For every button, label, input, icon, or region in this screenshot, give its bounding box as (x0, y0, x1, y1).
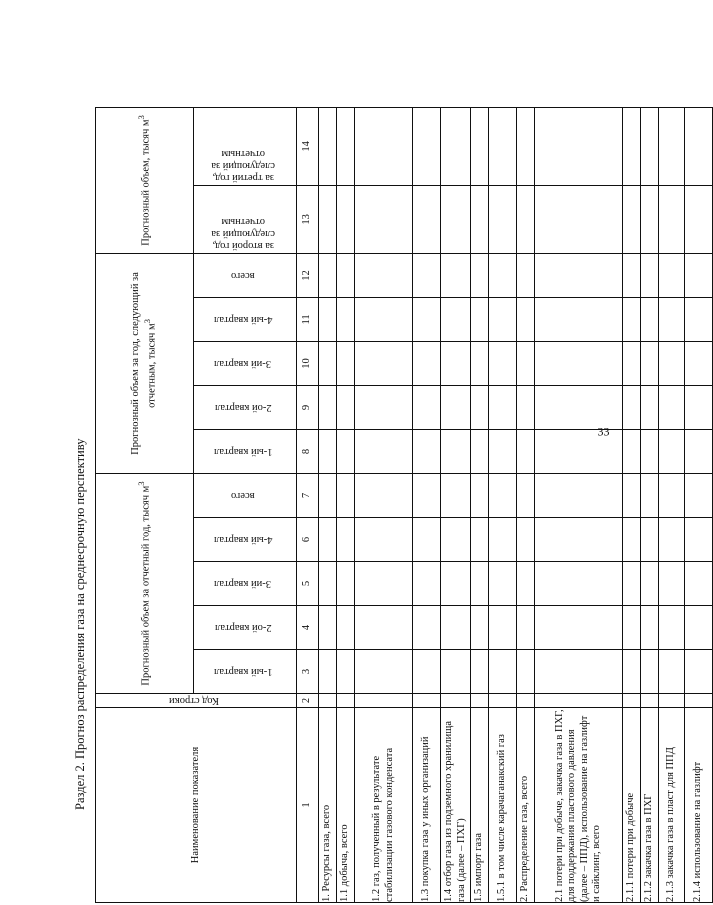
value-cell (659, 473, 685, 517)
value-cell (319, 185, 337, 253)
value-cell (641, 107, 659, 185)
row-label: 1.3 покупка газа у иных организаций (413, 708, 441, 903)
value-cell (413, 473, 441, 517)
header-q4-next: 4-ый квартал (194, 297, 297, 341)
value-cell (413, 650, 441, 694)
value-cell (517, 185, 535, 253)
value-cell (337, 297, 355, 341)
value-cell (413, 606, 441, 650)
value-cell (413, 562, 441, 606)
value-cell (355, 297, 413, 341)
header-q2: 2-ой квартал (194, 606, 297, 650)
value-cell (413, 297, 441, 341)
value-cell (337, 341, 355, 385)
value-cell (517, 341, 535, 385)
value-cell (685, 606, 713, 650)
value-cell (441, 473, 471, 517)
value-cell (659, 606, 685, 650)
value-cell (535, 185, 623, 253)
column-number-row (297, 107, 319, 902)
table-row (355, 107, 413, 902)
value-cell (337, 185, 355, 253)
header-total-next: всего (194, 253, 297, 297)
forecast-table (95, 107, 713, 903)
value-cell (319, 385, 337, 429)
value-cell (471, 297, 489, 341)
value-cell (441, 185, 471, 253)
value-cell (413, 429, 441, 473)
value-cell (355, 253, 413, 297)
value-cell (535, 297, 623, 341)
value-cell (517, 429, 535, 473)
row-label: 2.1.4 использование на газлифт (685, 708, 713, 903)
value-cell (535, 473, 623, 517)
value-cell (535, 429, 623, 473)
table-row (641, 107, 659, 902)
value-cell (659, 297, 685, 341)
value-cell (641, 518, 659, 562)
value-cell (441, 297, 471, 341)
value-cell (623, 297, 641, 341)
value-cell (471, 341, 489, 385)
value-cell (517, 385, 535, 429)
value-cell (441, 385, 471, 429)
value-cell (489, 429, 517, 473)
value-cell (355, 562, 413, 606)
row-code-cell (413, 694, 441, 708)
value-cell (659, 385, 685, 429)
value-cell (337, 385, 355, 429)
value-cell (489, 650, 517, 694)
column-number: 4 (297, 606, 319, 650)
value-cell (441, 253, 471, 297)
column-number: 8 (297, 429, 319, 473)
value-cell (441, 650, 471, 694)
row-label: 1.5.1 в том числе карачаганакский газ (489, 708, 517, 903)
value-cell (471, 606, 489, 650)
value-cell (623, 562, 641, 606)
header-q3: 3-ий квартал (194, 562, 297, 606)
value-cell (659, 518, 685, 562)
page-number: 33 (597, 424, 610, 439)
value-cell (489, 562, 517, 606)
value-cell (489, 185, 517, 253)
value-cell (489, 473, 517, 517)
value-cell (471, 107, 489, 185)
value-cell (535, 518, 623, 562)
value-cell (517, 473, 535, 517)
value-cell (337, 253, 355, 297)
value-cell (355, 518, 413, 562)
row-label: 1. Ресурсы газа, всего (319, 708, 337, 903)
row-code-cell (641, 694, 659, 708)
value-cell (641, 253, 659, 297)
value-cell (471, 385, 489, 429)
row-label: 2.1.3 закачка газа в пласт для ППД (659, 708, 685, 903)
row-code-cell (337, 694, 355, 708)
value-cell (535, 341, 623, 385)
value-cell (355, 429, 413, 473)
value-cell (471, 650, 489, 694)
value-cell (659, 650, 685, 694)
value-cell (413, 518, 441, 562)
value-cell (319, 473, 337, 517)
row-label: 1.2 газ, полученный в результате стабилизации газового конденсата (355, 708, 413, 903)
row-code-cell (535, 694, 623, 708)
header-group-next-year: Прогнозный объем за год, следующий за отчетным, тысяч $м^3$ (96, 253, 194, 473)
column-number: 9 (297, 385, 319, 429)
table-row (517, 107, 535, 902)
table-row (471, 107, 489, 902)
value-cell (535, 253, 623, 297)
table-row (413, 107, 441, 902)
value-cell (337, 473, 355, 517)
value-cell (337, 606, 355, 650)
value-cell (319, 562, 337, 606)
value-cell (535, 606, 623, 650)
value-cell (641, 562, 659, 606)
value-cell (641, 473, 659, 517)
row-code-cell (441, 694, 471, 708)
header-group-forecast: Прогнозный объем, тысяч $м^3$ (96, 107, 194, 253)
value-cell (355, 385, 413, 429)
column-number: 7 (297, 473, 319, 517)
value-cell (441, 562, 471, 606)
value-cell (319, 518, 337, 562)
value-cell (623, 429, 641, 473)
column-number: 6 (297, 518, 319, 562)
value-cell (337, 429, 355, 473)
column-number: 3 (297, 650, 319, 694)
value-cell (685, 107, 713, 185)
value-cell (413, 341, 441, 385)
value-cell (685, 518, 713, 562)
value-cell (659, 341, 685, 385)
value-cell (337, 518, 355, 562)
header-total: всего (194, 473, 297, 517)
value-cell (685, 341, 713, 385)
value-cell (659, 429, 685, 473)
value-cell (355, 650, 413, 694)
value-cell (471, 518, 489, 562)
value-cell (413, 185, 441, 253)
value-cell (623, 385, 641, 429)
header-group-reporting: Прогнозный объем за отчетный год, тысяч $м^3$ (96, 473, 194, 693)
value-cell (623, 473, 641, 517)
value-cell (623, 107, 641, 185)
value-cell (441, 518, 471, 562)
table-row (659, 107, 685, 902)
table-row (337, 107, 355, 902)
value-cell (685, 253, 713, 297)
value-cell (355, 185, 413, 253)
value-cell (517, 606, 535, 650)
row-label: 2. Распределение газа, всего (517, 708, 535, 903)
value-cell (641, 650, 659, 694)
row-label: 2.1.2 закачка газа в ПХГ (641, 708, 659, 903)
value-cell (471, 473, 489, 517)
value-cell (641, 606, 659, 650)
value-cell (535, 562, 623, 606)
value-cell (319, 297, 337, 341)
value-cell (623, 518, 641, 562)
row-label: 1.1 добыча, всего (337, 708, 355, 903)
table-row (623, 107, 641, 902)
row-code-cell (319, 694, 337, 708)
value-cell (685, 473, 713, 517)
value-cell (413, 107, 441, 185)
value-cell (517, 650, 535, 694)
value-cell (319, 650, 337, 694)
value-cell (489, 107, 517, 185)
column-number: 11 (297, 297, 319, 341)
value-cell (685, 429, 713, 473)
header-q2-next: 2-ой квартал (194, 385, 297, 429)
column-number: 14 (297, 107, 319, 185)
header-q1-next: 1-ый квартал (194, 429, 297, 473)
value-cell (355, 606, 413, 650)
header-q1: 1-ый квартал (194, 650, 297, 694)
row-code-cell (659, 694, 685, 708)
table-row (319, 107, 337, 902)
value-cell (489, 518, 517, 562)
value-cell (641, 385, 659, 429)
value-cell (623, 253, 641, 297)
value-cell (471, 253, 489, 297)
value-cell (685, 562, 713, 606)
row-code-cell (355, 694, 413, 708)
value-cell (659, 185, 685, 253)
header-q3-next: 3-ий квартал (194, 341, 297, 385)
table-row (685, 107, 713, 902)
table-body (319, 107, 713, 902)
table-row (441, 107, 471, 902)
column-number: 5 (297, 562, 319, 606)
value-cell (355, 473, 413, 517)
header-code: Код строки (96, 694, 297, 708)
value-cell (535, 107, 623, 185)
value-cell (623, 650, 641, 694)
value-cell (471, 185, 489, 253)
section-title: Раздел 2. Прогноз распределения газа на среднесрочную перспективу (73, 438, 87, 810)
value-cell (623, 606, 641, 650)
header-third-year: за третий год, следующий за отчетным (194, 107, 297, 185)
header-name: Наименование показателя (96, 708, 297, 903)
value-cell (685, 185, 713, 253)
row-label: 1.5 импорт газа (471, 708, 489, 903)
value-cell (355, 107, 413, 185)
value-cell (517, 518, 535, 562)
value-cell (441, 429, 471, 473)
value-cell (337, 562, 355, 606)
header-second-year: за второй год, следующий за отчетным (194, 185, 297, 253)
value-cell (517, 107, 535, 185)
row-code-cell (489, 694, 517, 708)
row-label: 2.1.1 потери при добыче (623, 708, 641, 903)
value-cell (489, 341, 517, 385)
value-cell (517, 562, 535, 606)
value-cell (517, 253, 535, 297)
value-cell (489, 385, 517, 429)
value-cell (641, 297, 659, 341)
value-cell (441, 341, 471, 385)
row-code-cell (623, 694, 641, 708)
value-cell (337, 650, 355, 694)
header-q4: 4-ый квартал (194, 518, 297, 562)
value-cell (517, 297, 535, 341)
column-number: 12 (297, 253, 319, 297)
value-cell (535, 650, 623, 694)
value-cell (659, 253, 685, 297)
row-code-cell (517, 694, 535, 708)
table-row (489, 107, 517, 902)
value-cell (641, 185, 659, 253)
value-cell (685, 297, 713, 341)
value-cell (319, 253, 337, 297)
value-cell (471, 429, 489, 473)
value-cell (623, 185, 641, 253)
value-cell (641, 341, 659, 385)
row-label: 2.1 потери при добыче, закачка газа в ПХГ, для поддержания пластового давления (далее – ППД), использование на газлифт и сайклинг, всего (535, 708, 623, 903)
value-cell (489, 297, 517, 341)
column-number: 1 (297, 708, 319, 903)
value-cell (489, 253, 517, 297)
value-cell (337, 107, 355, 185)
value-cell (319, 606, 337, 650)
value-cell (685, 385, 713, 429)
column-number: 13 (297, 185, 319, 253)
value-cell (623, 341, 641, 385)
value-cell (355, 341, 413, 385)
value-cell (471, 562, 489, 606)
value-cell (489, 606, 517, 650)
value-cell (319, 341, 337, 385)
column-number: 10 (297, 341, 319, 385)
value-cell (413, 253, 441, 297)
row-label: 1.4 отбор газа из подземного хранилища газа (далее – ПХГ) (441, 708, 471, 903)
row-code-cell (685, 694, 713, 708)
value-cell (319, 107, 337, 185)
value-cell (659, 562, 685, 606)
value-cell (441, 606, 471, 650)
value-cell (659, 107, 685, 185)
value-cell (441, 107, 471, 185)
value-cell (641, 429, 659, 473)
value-cell (685, 650, 713, 694)
value-cell (413, 385, 441, 429)
table-row (535, 107, 623, 902)
row-code-cell (471, 694, 489, 708)
column-number: 2 (297, 694, 319, 708)
value-cell (535, 385, 623, 429)
value-cell (319, 429, 337, 473)
